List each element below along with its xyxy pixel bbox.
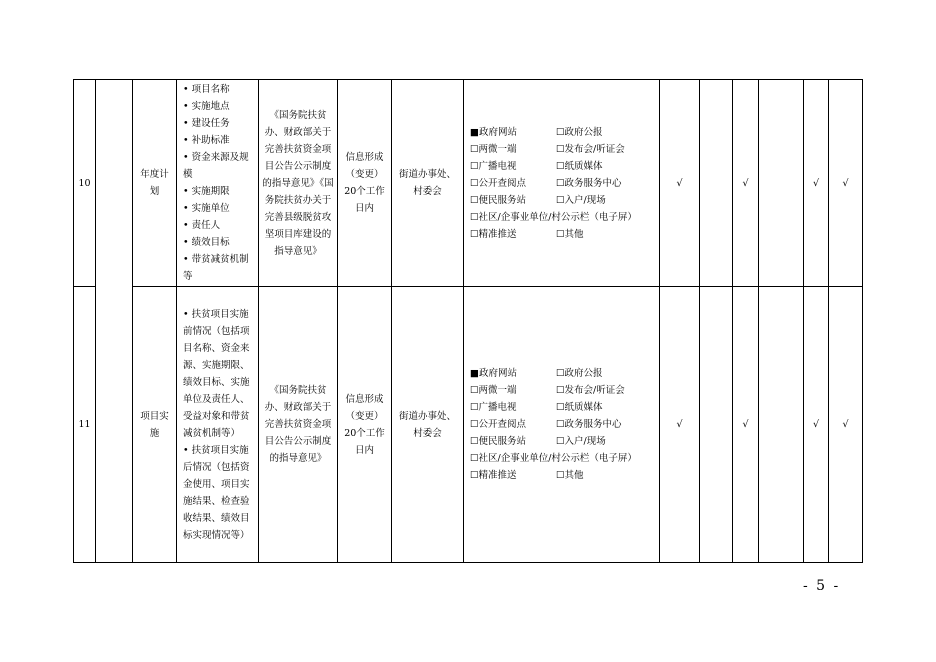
list-item: • 项目名称 — [183, 84, 230, 95]
list-item: • 实施期限 — [183, 186, 230, 197]
subject-cell: 街道办事处、村委会 — [392, 287, 464, 563]
list-item: • 扶贫项目实施前情况（包括项目名称、资金来源、实施期限、绩效目标、实施单位及责任人、受益对象和带贫减贫机制等） — [183, 308, 250, 439]
channels-cell — [464, 80, 660, 287]
list-item: • 扶贫项目实施后情况（包括资金使用、项目实施结果、检查验收结果、绩效目标实现情况等） — [183, 444, 250, 541]
stage-cell: 项目实施 — [133, 287, 177, 563]
check-mark — [700, 287, 733, 563]
channel-option: ☐广播电视 — [470, 160, 517, 172]
basis-cell: 《国务院扶贫办、财政部关于完善扶贫资金项目公告公示制度的指导意见》《国务院扶贫办关于完善县级脱贫攻坚项目库建设的指导意见》 — [259, 80, 338, 287]
list-item: • 建设任务 — [183, 118, 230, 129]
time-limit-cell: 信息形成（变更）20个工作日内 — [338, 287, 392, 563]
check-mark — [759, 287, 804, 563]
row-number: 11 — [74, 287, 96, 563]
list-item: • 实施单位 — [183, 203, 230, 214]
row-number: 10 — [74, 80, 96, 287]
channel-option: ☐精准推送 — [470, 470, 517, 481]
channel-option: ☐政务服务中心 — [556, 177, 622, 189]
channel-option: ☐公开查阅点 — [470, 419, 527, 430]
items-cell — [177, 287, 259, 563]
channel-option: ☐社区/企事业单位/村公示栏（电子屏） — [470, 453, 637, 464]
check-mark — [700, 80, 733, 287]
channel-option: ☐政府公报 — [556, 126, 603, 138]
check-mark: √ — [660, 287, 700, 563]
list-item: • 资金来源及规模 — [183, 152, 249, 180]
channel-option: ☐便民服务站 — [470, 436, 527, 447]
channel-option: ☐两微一端 — [470, 143, 517, 155]
merged-empty-cell — [96, 80, 133, 563]
channel-option: ☐发布会/听证会 — [556, 385, 625, 396]
stage-cell: 年度计划 — [133, 80, 177, 287]
list-item: • 实施地点 — [183, 101, 230, 112]
check-mark: √ — [829, 287, 863, 563]
disclosure-table — [73, 79, 863, 563]
channel-option: ☐社区/企事业单位/村公示栏（电子屏） — [470, 211, 637, 223]
channel-option: ☐发布会/听证会 — [556, 143, 625, 155]
page-number: - 5 - — [803, 578, 841, 594]
time-limit-cell: 信息形成（变更）20个工作日内 — [338, 80, 392, 287]
channel-option: ☐便民服务站 — [470, 194, 527, 206]
list-item: • 责任人 — [183, 220, 221, 231]
channel-option: ☐政务服务中心 — [556, 419, 622, 430]
channel-option: ☐公开查阅点 — [470, 177, 527, 189]
check-mark: √ — [829, 80, 863, 287]
list-item: • 绩效目标 — [183, 237, 230, 248]
channel-option: ☐两微一端 — [470, 385, 517, 396]
check-mark: √ — [733, 287, 759, 563]
channel-option: ■政府网站 — [470, 126, 517, 138]
channel-option: ■政府网站 — [470, 368, 517, 379]
subject-cell: 街道办事处、村委会 — [392, 80, 464, 287]
table-row — [74, 80, 863, 287]
channel-option: ☐入户/现场 — [556, 194, 606, 206]
channel-option: ☐精准推送 — [470, 228, 517, 240]
channel-option: ☐其他 — [556, 470, 584, 481]
channel-option: ☐纸质媒体 — [556, 402, 603, 413]
table-row — [74, 287, 863, 563]
check-mark: √ — [733, 80, 759, 287]
channel-option: ☐纸质媒体 — [556, 160, 603, 172]
channel-option: ☐入户/现场 — [556, 436, 606, 447]
basis-cell: 《国务院扶贫办、财政部关于完善扶贫资金项目公告公示制度的指导意见》 — [259, 287, 338, 563]
items-cell — [177, 80, 259, 287]
list-item: • 带贫减贫机制等 — [183, 254, 249, 282]
channel-option: ☐广播电视 — [470, 402, 517, 413]
list-item: • 补助标准 — [183, 135, 230, 146]
channel-option: ☐政府公报 — [556, 368, 603, 379]
check-mark: √ — [804, 80, 829, 287]
channels-cell — [464, 287, 660, 563]
check-mark: √ — [660, 80, 700, 287]
channel-option: ☐其他 — [556, 228, 584, 240]
check-mark: √ — [804, 287, 829, 563]
check-mark — [759, 80, 804, 287]
